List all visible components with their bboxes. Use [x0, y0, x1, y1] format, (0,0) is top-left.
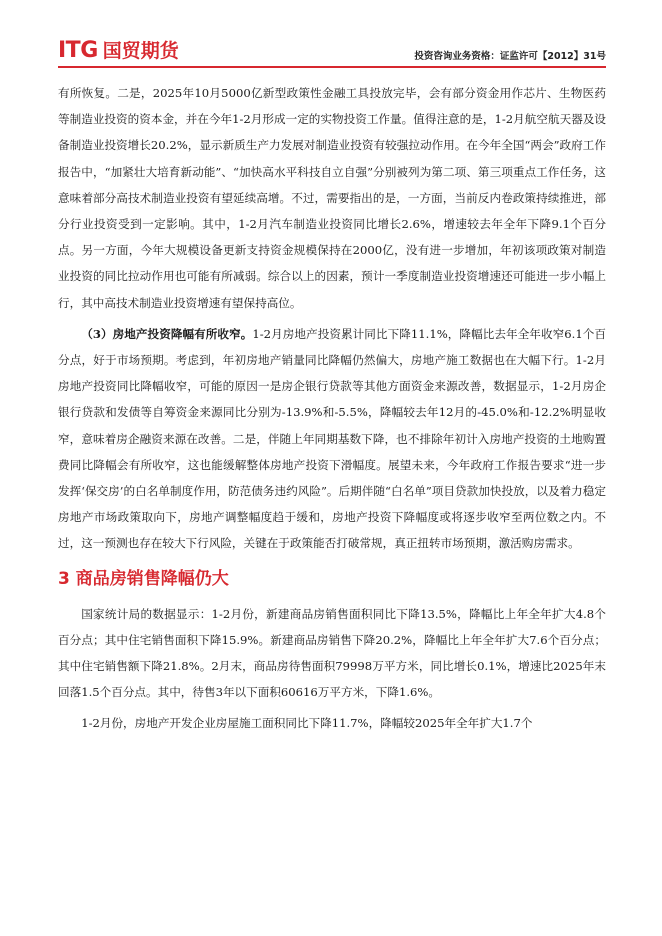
section-title: 3 商品房销售降幅仍大	[58, 568, 229, 589]
paragraph-housing-sales: 国家统计局的数据显示：1-2月份，新建商品房销售面积同比下降13.5%，降幅比上年全年扩大4.8个百分点；其中住宅销售面积下降15.9%。新建商品房销售下降20.2%，降幅比上年全年扩大7.6个百分点；其中住宅销售额下降21.8%。2月末，商品房待售面积79998万平方米，同比增长0.1%，增速比2025年末回落1.5个百分点。其中，待售3年以下面积60616万平方米，下降1.6%。	[58, 606, 606, 700]
header-divider	[58, 66, 606, 68]
license-info: 投资咨询业务资格：证监许可【2012】31号	[414, 51, 606, 62]
logo-company-name: 国贸期货	[102, 40, 179, 62]
paragraph-manufacturing-investment: 有所恢复。二是，2025年10月5000亿新型政策性金融工具投放完毕，会有部分资金用作芯片、生物医药等制造业投资的资本金，并在今年1-2月形成一定的实物投资工作量。值得注意的是，1-2月航空航天器及设备制造业投资增长20.2%，显示新质生产力发展对制造业投资有较强拉动作用。在今年全国“两会”政府工作报告中，“加紧壮大培育新动能”、“加快高水平科技自立自强”分别被列为第二项、第三项重点工作任务，这意味着部分高技术制造业投资有望延续高增。不过，需要指出的是，一方面，当前反内卷政策持续推进，部分行业投资受到一定影响。其中，1-2月汽车制造业投资同比增长2.6%，增速较去年全年下降9.1个百分点。另一方面，今年大规模设备更新支持资金规模保持在2000亿，没有进一步增加，年初该项政策对制造业投资的同比拉动作用也可能有所减弱。综合以上的因素，预计一季度制造业投资增速还可能进一步小幅上行，其中高技术制造业投资增速有望保持高位。	[58, 86, 606, 310]
itg-logo	[58, 36, 179, 63]
paragraph-lead-heading: （3）房地产投资降幅有所收窄。	[81, 326, 253, 341]
document-body	[58, 80, 606, 737]
page-header	[58, 34, 606, 64]
paragraph-construction-area: 1-2月份，房地产开发企业房屋施工面积同比下降11.7%，降幅较2025年全年扩大1.7个	[81, 716, 533, 731]
paragraph-real-estate-investment	[58, 321, 606, 557]
logo-itg-text: ITG	[58, 38, 98, 63]
paragraph-real-estate-text: 1-2月房地产投资累计同比下降11.1%，降幅比去年全年收窄6.1个百分点，好于市场预期。考虑到，年初房地产销量同比降幅仍然偏大，房地产施工数据也在大幅下行。1-2月房地产投资同比降幅收窄，可能的原因一是房企银行贷款等其他方面资金来源改善，数据显示，1-2月房企银行贷款和发债等自筹资金来源同比分别为-13.9%和-5.5%，降幅较去年12月的-45.0%和-12.2%明显收窄，意味着房企融资来源在改善。二是，伴随上年同期基数下降，也不排除年初计入房地产投资的土地购置费同比降幅会有所收窄，这也能缓解整体房地产投资下滑幅度。展望未来，今年政府工作报告要求“进一步发挥‘保交房’的白名单制度作用，防范债务违约风险”。后期伴随“白名单”项目贷款加快投放，以及着力稳定房地产市场政策取向下，房地产调整幅度趋于缓和，房地产投资下降幅度或将逐步收窄至两位数之内。不过，这一预测也存在较大下行风险，关键在于政策能否打破常规，真正扭转市场预期，激活购房需求。	[58, 326, 606, 551]
